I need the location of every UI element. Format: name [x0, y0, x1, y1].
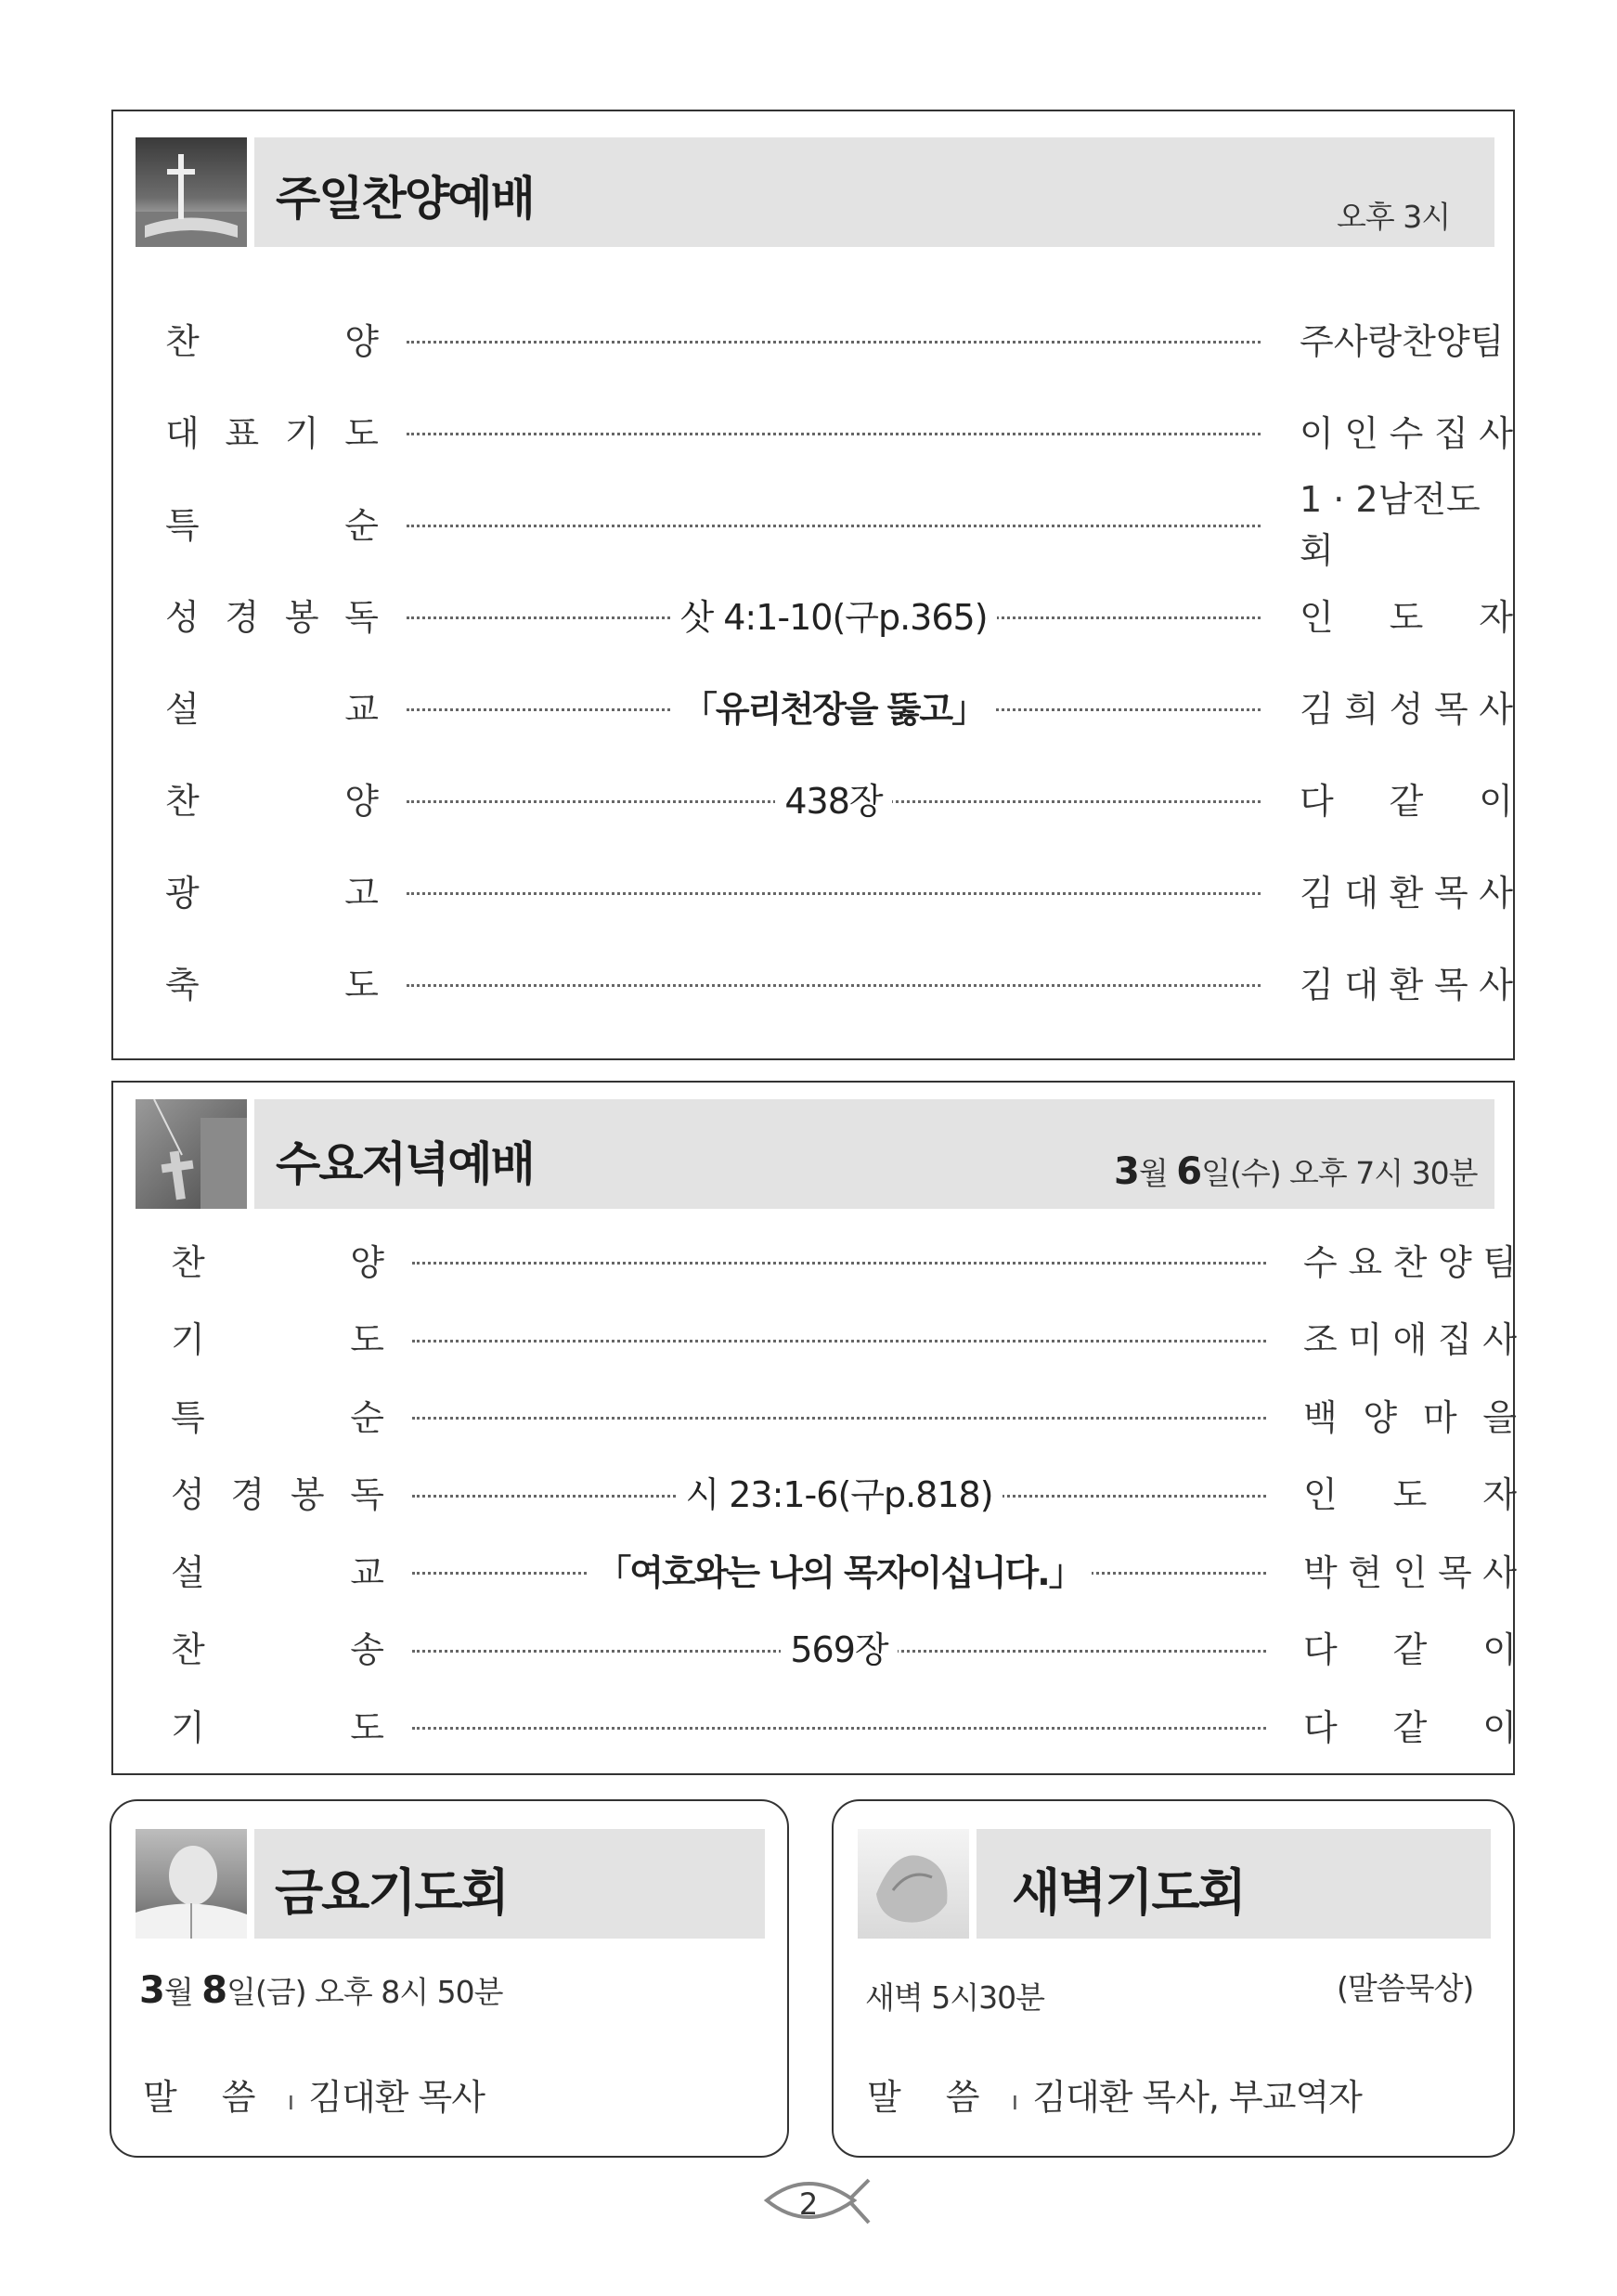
program-label-char: 독: [350, 1474, 384, 1515]
program-label-char: 찬: [171, 1629, 205, 1670]
friday-time-rest: 일(금) 오후 8시 50분: [226, 1974, 503, 2010]
program-row: [171, 1309, 1517, 1365]
program-presenter-char: 마: [1422, 1396, 1457, 1438]
program-row: [165, 402, 1513, 458]
program-label-char: 도: [344, 412, 379, 454]
program-presenter-char: 목: [1433, 688, 1468, 730]
program-label-char: 고: [344, 872, 379, 914]
dotted-leader: [412, 1417, 1266, 1420]
program-presenter-char: 수: [1303, 1241, 1338, 1283]
program-presenter-char: 을: [1482, 1396, 1517, 1438]
program-presenter-char: 백: [1303, 1396, 1338, 1438]
wednesday-service-section: [111, 1081, 1515, 1775]
dawn-speech-label: 말 씀: [867, 2077, 997, 2118]
program-label-char: 축: [165, 964, 200, 1005]
program-label-char: 순: [350, 1396, 384, 1438]
friday-speaker: 김대환 목사: [308, 2077, 485, 2118]
wednesday-month-unit: 월: [1138, 1155, 1177, 1191]
program-presenter-char: 다: [1303, 1706, 1338, 1748]
program-presenter-char: 환: [1389, 964, 1424, 1005]
program-label: [171, 1696, 384, 1752]
program-label-char: 양: [350, 1241, 384, 1283]
program-label: [165, 494, 379, 550]
program-label-char: 설: [165, 688, 200, 730]
program-presenter-char: 이: [1300, 412, 1334, 454]
program-presenter: [1303, 1464, 1517, 1520]
cross-bible-image: [136, 137, 247, 247]
program-label-char: 순: [344, 504, 379, 546]
program-presenter-char: 인: [1344, 412, 1379, 454]
program-label-char: 양: [344, 320, 379, 362]
wednesday-month: 3: [1114, 1150, 1139, 1193]
dotted-leader: [407, 892, 1261, 895]
program-presenter: [1303, 1309, 1517, 1365]
program-presenter-char: 다: [1303, 1629, 1338, 1670]
program-presenter-char: 이: [1479, 780, 1513, 822]
friday-separator: ı: [287, 2085, 294, 2116]
program-detail: 「유리천장을 뚫고」: [555, 678, 1112, 733]
program-presenter-char: 조: [1303, 1319, 1338, 1360]
program-presenter-char: 목: [1433, 872, 1468, 914]
program-label-char: 기: [171, 1319, 205, 1360]
dotted-leader: [407, 341, 1261, 344]
program-label-char: 광: [165, 872, 200, 914]
program-label-char: 기: [284, 412, 319, 454]
praying-hands-image: [858, 1829, 969, 1939]
program-presenter-char: 김: [1300, 964, 1334, 1005]
program-presenter-char: 희: [1344, 688, 1379, 730]
program-presenter: [1300, 310, 1513, 366]
program-row: [171, 1619, 1517, 1675]
program-presenter-char: 사: [1479, 688, 1513, 730]
program-presenter-char: 사: [1482, 1551, 1517, 1593]
program-label: [171, 1231, 384, 1287]
program-presenter-char: 인: [1392, 1551, 1428, 1593]
program-presenter-char: 1 · 2남전도회: [1300, 479, 1481, 571]
program-presenter-char: 자: [1479, 596, 1513, 638]
program-detail: 569장: [561, 1619, 1118, 1675]
program-presenter: [1303, 1541, 1517, 1597]
program-label: [165, 953, 379, 1009]
friday-month: 3: [139, 1969, 164, 2012]
program-presenter-char: 도: [1389, 596, 1424, 638]
program-label-char: 도: [350, 1706, 384, 1748]
wednesday-time-rest: 일(수) 오후 7시 30분: [1201, 1155, 1478, 1191]
program-label-char: 찬: [165, 320, 200, 362]
program-detail: 438장: [555, 770, 1112, 825]
program-presenter-char: 사: [1482, 1319, 1517, 1360]
dawn-prayer-card: [832, 1799, 1515, 2158]
dawn-title: 새벽기도회: [1012, 1863, 1245, 1922]
dotted-leader: [407, 433, 1261, 435]
program-presenter: [1303, 1619, 1517, 1675]
program-label-char: 교: [344, 688, 379, 730]
page-number: 2: [798, 2186, 819, 2222]
program-label: [171, 1386, 384, 1442]
program-label: [171, 1464, 384, 1520]
wednesday-day: 6: [1176, 1150, 1202, 1193]
program-row: [171, 1231, 1517, 1287]
friday-prayer-card: [110, 1799, 789, 2158]
program-presenter: [1303, 1231, 1517, 1287]
program-label-char: 성: [165, 596, 200, 638]
program-presenter-char: 사: [1479, 412, 1513, 454]
program-presenter-char: 찬: [1392, 1241, 1428, 1283]
program-label-char: 특: [165, 504, 200, 546]
program-label: [165, 770, 379, 825]
program-presenter-char: 같: [1392, 1629, 1428, 1670]
program-detail: 삿 4:1-10(구p.365): [555, 586, 1112, 642]
program-presenter-char: 김: [1300, 872, 1334, 914]
program-label-char: 송: [350, 1629, 384, 1670]
program-presenter-char: 도: [1392, 1474, 1428, 1515]
program-presenter: [1300, 678, 1513, 733]
friday-title: 금요기도회: [275, 1863, 508, 1922]
dotted-leader: [412, 1727, 1266, 1730]
program-row: [171, 1386, 1517, 1442]
program-label: [165, 402, 379, 458]
program-label: [171, 1541, 384, 1597]
program-presenter: [1300, 479, 1513, 571]
praying-hands-bible-image: [136, 1829, 247, 1939]
program-row: [165, 479, 1481, 571]
program-label-char: 찬: [171, 1241, 205, 1283]
program-presenter: [1303, 1386, 1517, 1442]
program-label: [165, 310, 379, 366]
program-label-char: 교: [350, 1551, 384, 1593]
wednesday-title: 수요저녁예배: [276, 1137, 534, 1191]
program-row: [165, 862, 1513, 917]
program-label-char: 특: [171, 1396, 205, 1438]
program-label-char: 도: [344, 964, 379, 1005]
cross-necklace-image: [136, 1099, 247, 1209]
program-presenter-char: 이: [1482, 1706, 1517, 1748]
program-row: [171, 1541, 1517, 1597]
program-detail: 「여호와는 나의 목자이십니다.」: [561, 1541, 1118, 1597]
program-row: [165, 310, 1505, 366]
program-label: [165, 678, 379, 733]
program-presenter-char: 환: [1389, 872, 1424, 914]
program-presenter-char: 박: [1303, 1551, 1338, 1593]
program-presenter: [1300, 586, 1513, 642]
sunday-service-section: [111, 110, 1515, 1060]
program-presenter-char: 자: [1482, 1474, 1517, 1515]
program-row: [165, 586, 1513, 642]
program-detail: 시 23:1-6(구p.818): [561, 1464, 1118, 1520]
program-presenter: [1300, 953, 1513, 1009]
program-presenter-char: 요: [1348, 1241, 1383, 1283]
friday-speech-line: [143, 2069, 485, 2120]
dotted-leader: [412, 1262, 1266, 1265]
program-row: [171, 1464, 1517, 1520]
dotted-leader: [407, 984, 1261, 987]
program-presenter: [1300, 402, 1513, 458]
program-presenter-char: 대: [1344, 872, 1379, 914]
program-presenter-char: 주사랑찬양팀: [1300, 320, 1505, 362]
dotted-leader: [412, 1340, 1266, 1343]
program-label-char: 대: [165, 412, 200, 454]
program-presenter-char: 양: [1437, 1241, 1472, 1283]
dawn-speaker: 김대환 목사, 부교역자: [1032, 2077, 1362, 2118]
program-label: [171, 1309, 384, 1365]
dawn-time: 새벽 5시30분: [865, 1979, 1044, 2016]
program-label-char: 봉: [284, 596, 319, 638]
program-presenter-char: 팀: [1482, 1241, 1517, 1283]
program-row: [165, 770, 1513, 825]
program-presenter-char: 집: [1437, 1319, 1472, 1360]
friday-day: 8: [201, 1969, 227, 2012]
program-label-char: 봉: [290, 1474, 325, 1515]
program-label: [171, 1619, 384, 1675]
program-presenter-char: 인: [1303, 1474, 1338, 1515]
program-presenter: [1300, 862, 1513, 917]
program-label-char: 도: [350, 1319, 384, 1360]
program-row: [171, 1696, 1517, 1752]
program-row: [165, 678, 1513, 733]
program-presenter-char: 대: [1344, 964, 1379, 1005]
program-label: [165, 862, 379, 917]
program-label: [165, 586, 379, 642]
program-presenter-char: 미: [1348, 1319, 1383, 1360]
program-presenter-char: 다: [1300, 780, 1334, 822]
friday-time: [139, 1968, 503, 2012]
program-presenter-char: 애: [1392, 1319, 1428, 1360]
program-label-char: 설: [171, 1551, 205, 1593]
program-label-char: 성: [171, 1474, 205, 1515]
program-label-char: 양: [344, 780, 379, 822]
program-presenter: [1303, 1696, 1517, 1752]
program-presenter-char: 김: [1300, 688, 1334, 730]
program-presenter-char: 같: [1392, 1706, 1428, 1748]
sunday-time: 오후 3시: [1337, 199, 1451, 235]
friday-speech-label: 말 씀: [143, 2077, 273, 2118]
program-presenter-char: 목: [1433, 964, 1468, 1005]
program-presenter: [1300, 770, 1513, 825]
program-presenter-char: 성: [1389, 688, 1424, 730]
program-label-char: 찬: [165, 780, 200, 822]
program-label-char: 독: [344, 596, 379, 638]
program-presenter-char: 현: [1348, 1551, 1383, 1593]
program-presenter-char: 수: [1389, 412, 1424, 454]
program-label-char: 경: [230, 1474, 265, 1515]
program-presenter-char: 같: [1389, 780, 1424, 822]
program-presenter-char: 사: [1479, 964, 1513, 1005]
friday-month-unit: 월: [163, 1974, 202, 2010]
program-presenter-char: 이: [1482, 1629, 1517, 1670]
program-label-char: 경: [225, 596, 260, 638]
dawn-separator: ı: [1011, 2085, 1018, 2116]
program-presenter-char: 집: [1433, 412, 1468, 454]
program-row: [165, 953, 1513, 1009]
sunday-title: 주일찬양예배: [276, 172, 534, 226]
wednesday-time: [1114, 1149, 1478, 1193]
program-presenter-char: 인: [1300, 596, 1334, 638]
program-presenter-char: 양: [1363, 1396, 1398, 1438]
program-label-char: 기: [171, 1706, 205, 1748]
program-label-char: 표: [225, 412, 260, 454]
dawn-note: (말씀묵상): [1337, 1970, 1474, 2006]
dawn-speech-line: [867, 2069, 1362, 2120]
dotted-leader: [407, 525, 1261, 527]
program-presenter-char: 목: [1437, 1551, 1472, 1593]
program-presenter-char: 사: [1479, 872, 1513, 914]
